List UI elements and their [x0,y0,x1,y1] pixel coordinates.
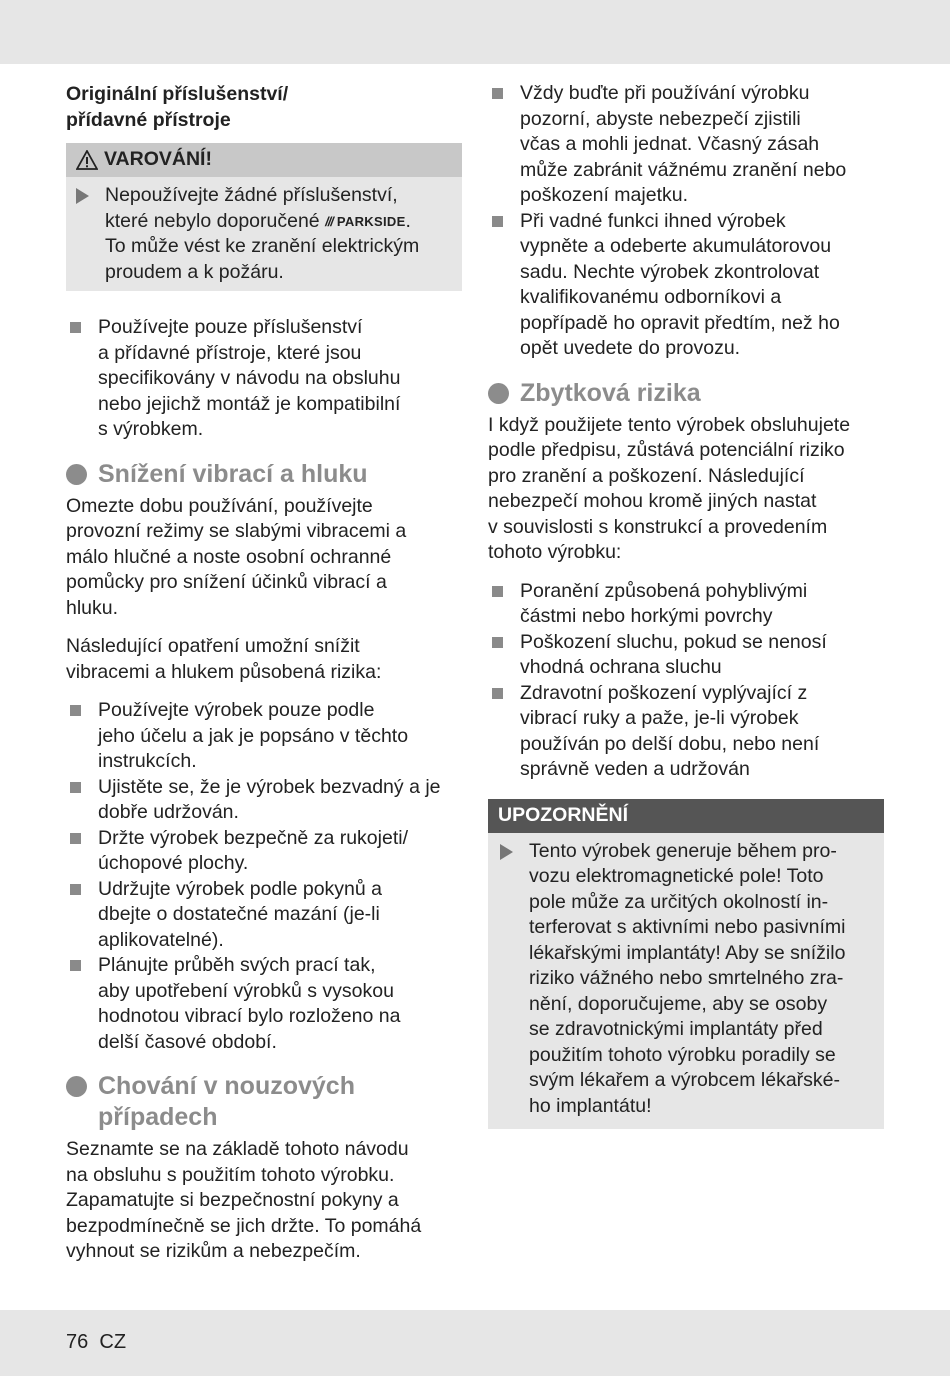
list-line: Zdravotní poškození vyplývající z [520,681,808,704]
para-line: vibracemi a hlukem působená rizika: [66,660,382,683]
list-line: pozorní, abyste nebezpečí zjistili [520,107,801,130]
notice-line: riziko vážného nebo smrtelného zra- [529,967,844,989]
right-column [488,81,884,1129]
list-line: vibrací ruky a paže, je-li výrobek [520,707,799,729]
bullet-dot-icon [488,383,509,404]
list-line: částmi nebo horkými povrchy [520,605,773,627]
arrow-right-icon [76,188,89,204]
list-line: s výrobkem. [98,418,204,440]
notice-header: UPOZORNĚNÍ [488,799,884,833]
list-line: poškození majetku. [520,184,689,206]
warning-label: VAROVÁNÍ! [104,148,212,171]
list-item [488,681,884,783]
subheading-line: Originální příslušenství/ [66,83,289,105]
list-item [66,953,462,1055]
subheading-line: přídavné přístroje [66,109,231,131]
paragraph [66,634,462,685]
list-line: Plánujte průběh svých prací tak, [98,954,376,976]
list-line: dbejte o dostatečné mazání (je-li [98,903,380,925]
para-line: tohoto výrobku: [488,541,622,563]
page-number-value: 76 [66,1331,89,1353]
list-line: vhodná ochrana sluchu [520,656,722,678]
vibration-measures-list [66,698,462,1055]
list-item [66,698,462,775]
list-line: a přídavné přístroje, které jsou [98,341,362,364]
list-line: Poškození sluchu, pokud se nenosí [520,630,827,653]
footer-bar [0,1310,950,1376]
para-line: Následující opatření umožní snížit [66,635,360,657]
notice-line: terferovat s aktivními nebo pasivními [529,916,846,938]
notice-line: lékařskými implantáty! Aby se snížilo [529,941,846,964]
para-line: v souvislosti s konstrukcí a provedením [488,515,828,538]
para-line: hluku. [66,596,119,619]
para-line: bezpodmínečně se jich držte. To pomáhá [66,1214,422,1237]
notice-line: použitím tohoto výrobku poradily se [529,1043,836,1066]
section-title-line: případech [98,1103,218,1131]
section-heading-vibration [66,459,462,490]
list-item [66,775,462,826]
notice-line: ho implantátu! [529,1094,652,1117]
list-line: sadu. Nechte výrobek zkontrolovat [520,260,820,283]
warning-body [66,177,462,291]
list-line: Držte výrobek bezpečně za rukojeti/ [98,826,408,849]
bullet-dot-icon [66,1076,87,1097]
para-line: Zapamatujte si bezpečnostní pokyny a [66,1189,399,1211]
list-line: dobře udržován. [98,801,239,823]
warning-line: To může vést ke zranění elektrickým [105,235,420,257]
list-line: nebo jejichž montáž je kompatibilní [98,392,401,415]
list-item [488,81,884,209]
para-line: nebezpečí mohou kromě jiných nastat [488,490,817,512]
accessory-list [66,315,462,443]
language-code: CZ [99,1331,127,1353]
list-line: může zabránit vážnému zranění nebo [520,158,847,181]
warning-line: proudem a k požáru. [105,260,284,283]
section-title: Zbytková rizika [520,378,701,407]
list-item [66,826,462,877]
list-line: kvalifikovanému odborníkovi a [520,286,782,308]
list-line: Používejte výrobek pouze podle [98,699,375,721]
subheading-accessories [66,81,462,133]
notice-line: pole může za určitých okolností in- [529,890,829,913]
section-title-line: Chování v nouzových [98,1072,355,1100]
list-item [488,630,884,681]
para-line: vyhnout se rizikům a nebezpečím. [66,1240,361,1262]
list-line: delší časové období. [98,1030,277,1053]
list-item [66,877,462,954]
safety-list [488,81,884,362]
warning-line [105,209,450,235]
para-line: provozní režimy se slabými vibracemi a [66,520,407,542]
list-line: úchopové plochy. [98,852,249,874]
notice-line: se zdravotnickými implantáty před [529,1018,823,1040]
list-line: Při vadné funkci ihned výrobek [520,209,786,232]
list-line: opět uvedete do provozu. [520,337,741,359]
list-line: instrukcích. [98,750,197,772]
paragraph [66,494,462,622]
list-line: aplikovatelné). [98,928,224,951]
list-line: Poranění způsobená pohyblivými [520,579,808,602]
para-line: málo hlučné a noste osobní ochranné [66,545,392,568]
notice-line: svým lékařem a výrobcem lékařské- [529,1069,840,1091]
list-item [488,579,884,630]
list-line: jeho účelu a jak je popsáno v těchto [98,724,409,747]
list-item [488,209,884,362]
list-line: správně veden a udržován [520,758,750,780]
notice-body [488,833,884,1130]
list-line: aby upotřebení výrobků s vysokou [98,979,394,1002]
list-line: Udržujte výrobek podle pokynů a [98,877,382,900]
top-bar [0,0,950,64]
warning-line-text: které nebylo doporučené [105,209,320,232]
para-line: podle předpisu, zůstává potenciální riziko [488,439,845,461]
list-line: používán po delší dobu, nebo není [520,732,820,755]
para-line: pro zranění a poškození. Následující [488,464,805,487]
warning-line: Nepoužívejte žádné příslušenství, [105,184,398,206]
list-line: hodnotou vibrací bylo rozloženo na [98,1005,401,1027]
section-title: Snížení vibrací a hluku [98,459,368,488]
para-line: I když použijete tento výrobek obsluhujete [488,413,851,436]
warning-box [66,143,462,291]
parkside-logo: /// PARKSIDE [325,213,406,229]
section-heading-emergency [66,1071,462,1133]
warning-text [105,183,450,285]
list-line: popřípadě ho opravit předtím, než ho [520,311,840,334]
notice-line: vozu elektromagnetické pole! Toto [529,865,824,887]
notice-text [529,839,872,1120]
list-line: Vždy buďte při používání výrobku [520,82,810,104]
page-number [66,1330,126,1356]
parkside-brand: PARKSIDE [336,213,406,229]
paragraph [488,413,884,566]
para-line: pomůcky pro snížení účinků vibrací a [66,571,387,593]
list-line: Používejte pouze příslušenství [98,316,363,338]
list-item [66,315,462,443]
notice-line: Tento výrobek generuje během pro- [529,839,837,862]
list-line: vypněte a odeberte akumulátorovou [520,235,832,257]
list-line: včas a mohli jednat. Včasný zásah [520,133,820,155]
notice-line: nění, doporučujeme, aby se osoby [529,992,828,1015]
left-column [66,81,462,1265]
para-line: Seznamte se na základě tohoto návodu [66,1138,409,1160]
bullet-dot-icon [66,464,87,485]
notice-box [488,799,884,1130]
residual-risk-list [488,579,884,783]
list-line: specifikovány v návodu na obsluhu [98,367,401,389]
warning-line-end: . [405,209,411,232]
para-line: na obsluhu s použitím tohoto výrobku. [66,1163,395,1186]
arrow-right-icon [500,844,513,860]
para-line: Omezte dobu používání, používejte [66,494,373,517]
list-line: Ujistěte se, že je výrobek bezvadný a je [98,775,441,798]
warning-triangle-icon [76,150,98,170]
paragraph [66,1137,462,1265]
section-heading-residual-risks [488,378,884,409]
warning-header [66,143,462,177]
